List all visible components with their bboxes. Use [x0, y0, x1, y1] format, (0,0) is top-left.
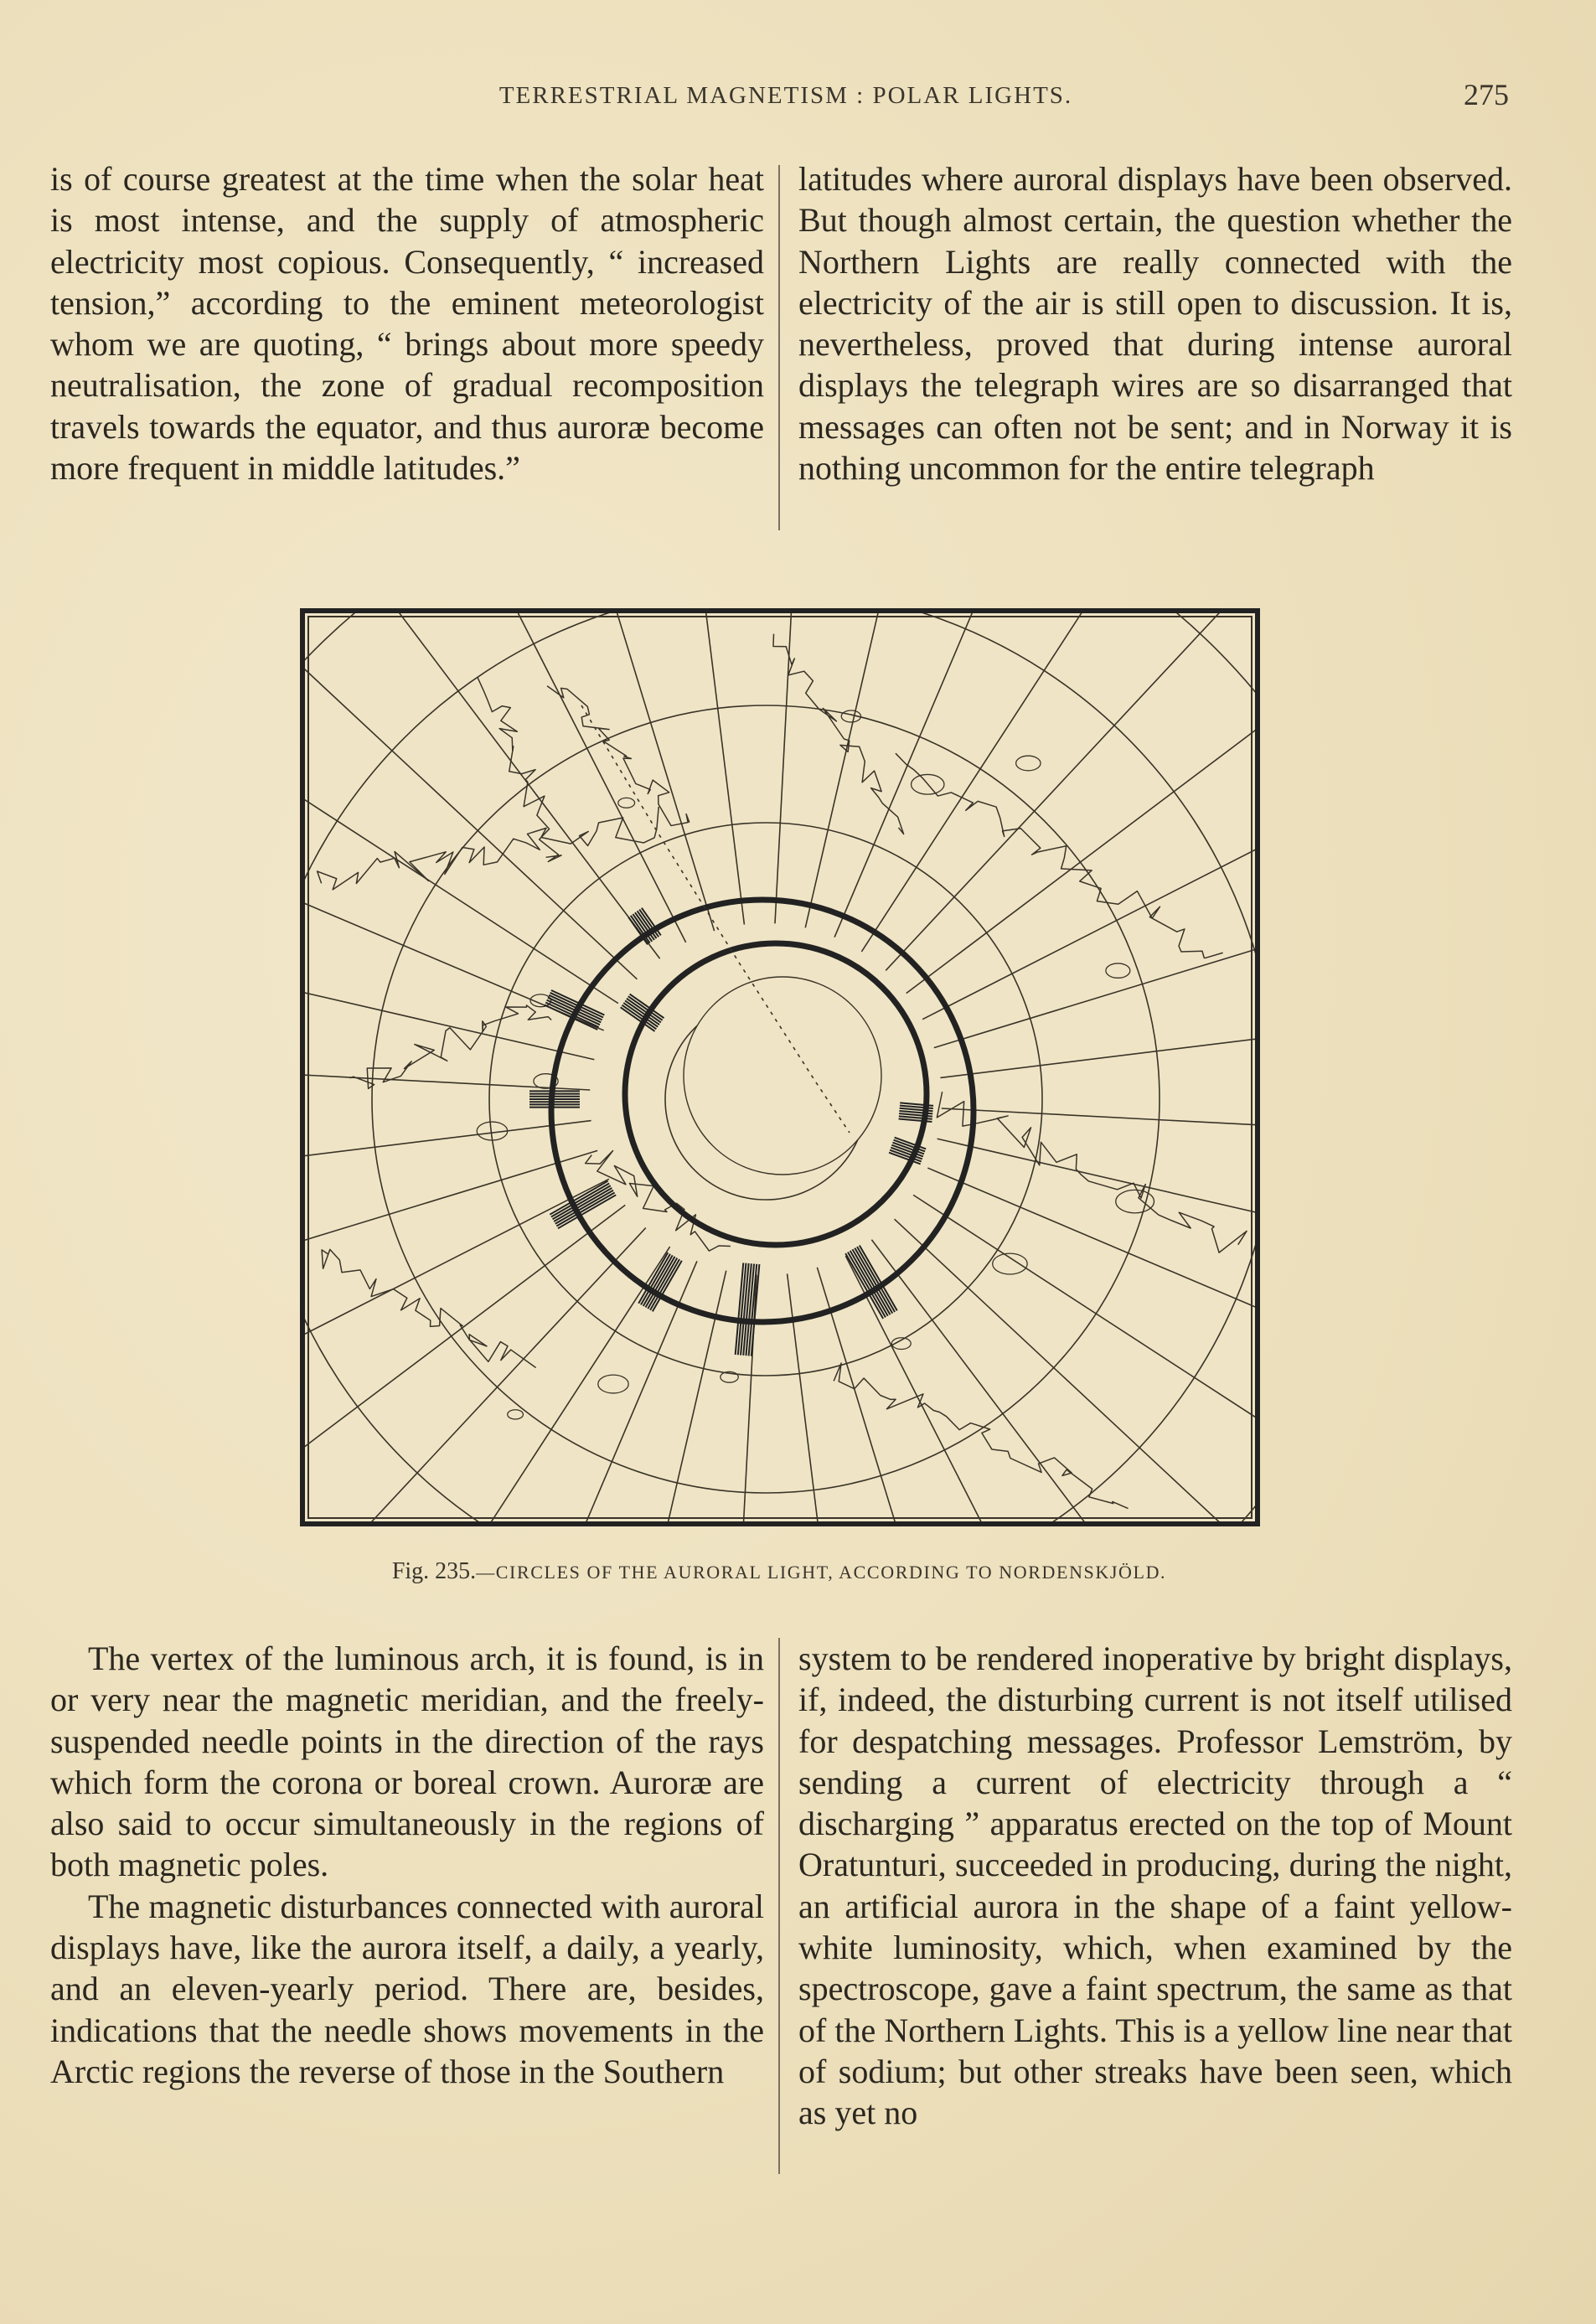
meridian-line — [845, 1256, 1146, 1521]
meridian-line — [305, 1179, 609, 1480]
meridian-line — [305, 911, 594, 1060]
bottom-left-paragraph-2: The magnetic disturbances connected with auroral displays have, like the aurora itself, a daily, a yearly, and an eleven-yearly period. There are, besides, indications that the needle shows movements in the Arctic regions the reverse of those in the Southern — [50, 1887, 764, 2090]
coastline-greenland-west — [478, 678, 561, 862]
coastline-scandinavia — [773, 634, 904, 834]
meridian-line — [937, 1139, 1255, 1288]
meridian-line — [886, 613, 1255, 970]
bottom-left-column — [50, 1638, 764, 2092]
meridian-line — [913, 1195, 1255, 1521]
meridian-line — [309, 1247, 669, 1521]
island-outline — [598, 1375, 628, 1393]
meridian-line — [942, 1108, 1255, 1143]
island-outline — [1106, 963, 1130, 978]
island-outline — [993, 1253, 1027, 1274]
bottom-left-paragraph-1: The vertex of the luminous arch, it is found, is in or very near the magnetic meridian, and the freely-suspended needle points in the direction of the rays which form the corona or boreal crown. Auroræ are also said to occur simultaneously in the regions of both magnetic poles. — [50, 1640, 764, 1884]
island-outline — [618, 798, 635, 808]
top-left-column — [50, 158, 764, 488]
meridian-line — [861, 613, 1222, 952]
bottom-right-column — [798, 1638, 1512, 2134]
top-right-column — [798, 158, 1512, 488]
polar-map-illustration — [305, 613, 1255, 1521]
meridian-line — [521, 613, 715, 931]
column-divider-top — [778, 165, 780, 530]
figure-label: Fig. 235. — [391, 1558, 477, 1584]
meridian-line — [775, 613, 809, 923]
meridian-line — [305, 1228, 646, 1521]
island-outline — [508, 1410, 524, 1419]
meridian-line — [927, 1168, 1255, 1427]
meridian-line — [305, 1150, 597, 1344]
meridian-line — [305, 772, 604, 1030]
meridian-line — [305, 1121, 591, 1201]
top-left-paragraph: is of course greatest at the time when the solar heat is most intense, and the supply of atmospheric electricity most copious. Consequently, “ increased tension,” according to the eminent meteorologist whom we are quoting, “ brings about more speedy neutralisation, the zone of gradual recomposition travels towards the equator, and thus auroræ become more frequent in middle latitudes.” — [50, 160, 764, 488]
figure-caption — [293, 1558, 1265, 1585]
top-right-paragraph: latitudes where auroral displays have been observed. But though almost certain, the question whether the Northern Lights are really connected with the electricity of the air is still open to discussion. It is, nevertheless, proved that during intense auroral displays the telegraph wires are so disarranged that messages can often not be sent; and in Norway it is nothing uncommon for the entire telegraph — [798, 160, 1512, 488]
meridian-line — [834, 613, 1093, 937]
meridian-line — [805, 613, 954, 927]
bottom-right-paragraph: system to be rendered inoperative by bright displays, if, indeed, the disturbing current is not itself utilised for despatching messages. Professor Lemström, by sending a current of electricity through a “ discharging ” apparatus erected on the top of Mount Oratunturi, succeeded in producing, during the night, an artificial aurora in the shape of a faint yellow-white luminosity, which, when examined by the spectroscope, gave a faint spectrum, the same as that of the Northern Lights. This is a yellow line near that of sodium; but other streaks have been seen, which as yet no — [798, 1640, 1512, 2132]
figure-caption-text: —CIRCLES OF THE AURORAL LIGHT, ACCORDING TO NORDENSKJÖLD. — [476, 1562, 1167, 1583]
island-outline — [1116, 1190, 1154, 1212]
pole-cap — [684, 977, 881, 1175]
auroral-circles-figure — [300, 608, 1260, 1526]
page-number: 275 — [1464, 78, 1509, 111]
meridian-line — [305, 643, 618, 1003]
island-outline — [1016, 756, 1041, 771]
running-head: TERRESTRIAL MAGNETISM : POLAR LIGHTS. — [498, 82, 1073, 109]
meridian-line — [940, 997, 1255, 1077]
meridian-line — [664, 613, 744, 925]
column-divider-bottom — [778, 1638, 780, 2174]
